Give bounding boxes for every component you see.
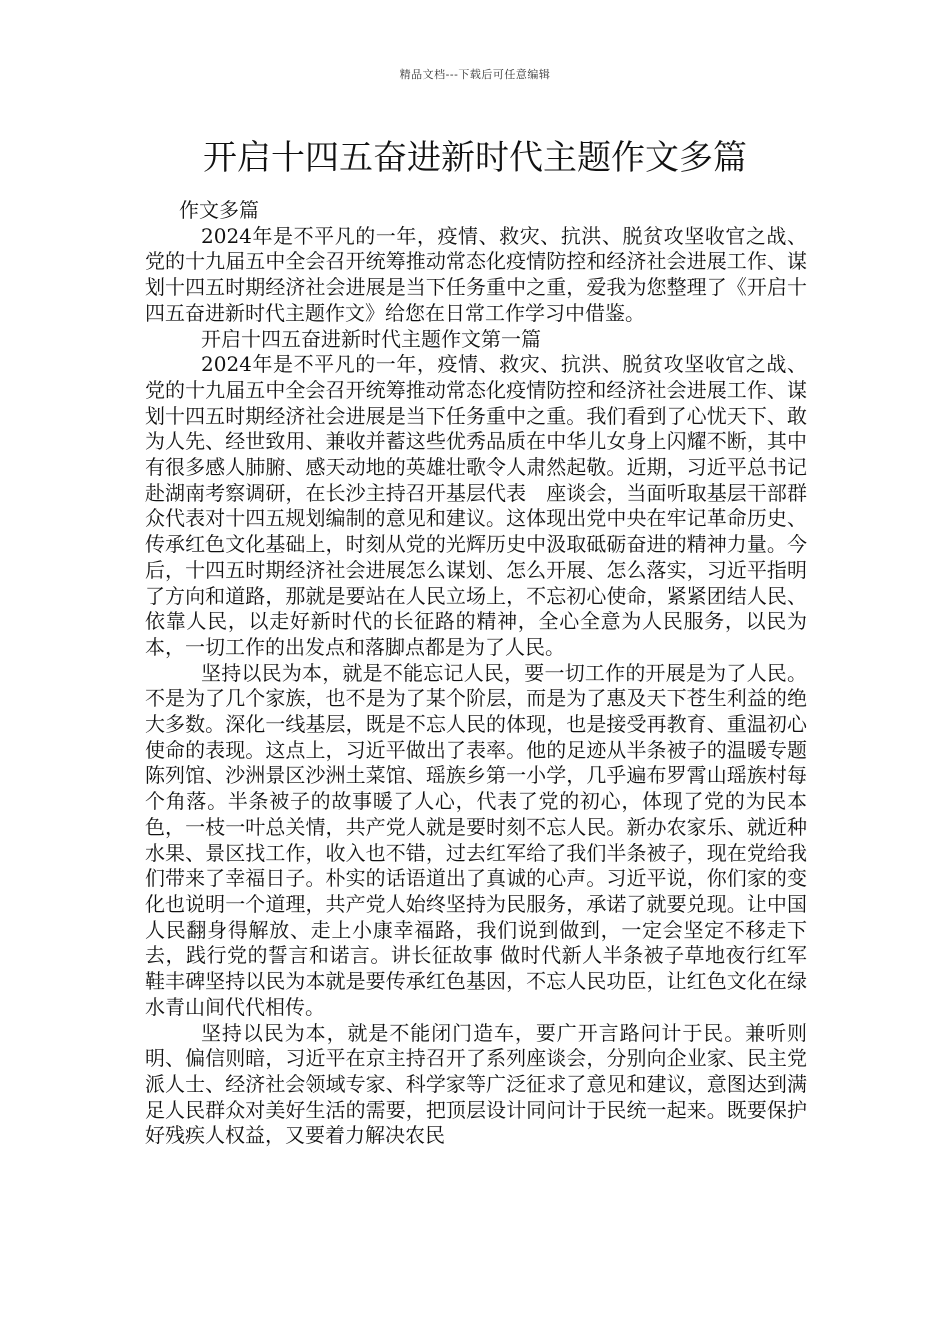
document-title: 开启十四五奋进新时代主题作文多篇 [203,138,747,178]
page-header-note: 精品文档---下载后可任意编辑 [399,68,551,81]
document-body [145,198,807,1149]
intro-paragraph: 2024年是不平凡的一年，疫情、救灾、抗洪、脱贫攻坚收官之战、党的十九届五中全会召开统筹推动常态化疫情防控和经济社会进展工作、谋划十四五时期经济社会进展是当下任务重中之重，爱我为您整理了《开启十四五奋进新时代主题作文》给您在日常工作学习中借鉴。 [145,223,807,325]
essay-heading: 开启十四五奋进新时代主题作文第一篇 [201,326,541,351]
body-paragraph: 2024年是不平凡的一年，疫情、救灾、抗洪、脱贫攻坚收官之战、党的十九届五中全会召开统筹推动常态化疫情防控和经济社会进展工作、谋划十四五时期经济社会进展是当下任务重中之重。我们看到了心忧天下、敢为人先、经世致用、兼收并蓄这些优秀品质在中华儿女身上闪耀不断，其中有很多感人肺腑、感天动地的英雄壮歌令人肃然起敬。近期，习近平总书记赴湖南考察调研，在长沙主持召开基层代表 座谈会，当面听取基层干部群众代表对十四五规划编制的意见和建议。这体现出党中央在牢记革命历史、传承红色文化基础上，时刻从党的光辉历史中汲取砥砺奋进的精神力量。今后，十四五时期经济社会进展怎么谋划、怎么开展、怎么落实，习近平指明了方向和道路，那就是要站在人民立场上，不忘初心使命，紧紧团结人民、依靠人民，以走好新时代的长征路的精神，全心全意为人民服务，以民为本，一切工作的出发点和落脚点都是为了人民。 [145,352,807,659]
body-paragraph: 坚持以民为本，就是不能忘记人民，要一切工作的开展是为了人民。不是为了几个家族，也不是为了某个阶层，而是为了惠及天下苍生利益的绝大多数。深化一线基层，既是不忘人民的体现，也是接受再教育、重温初心使命的表现。这点上，习近平做出了表率。他的足迹从半条被子的温暖专题陈列馆、沙洲景区沙洲土菜馆、瑶族乡第一小学，几乎遍布罗霄山瑶族村每个角落。半条被子的故事暖了人心，代表了党的初心，体现了党的为民本色，一枝一叶总关情，共产党人就是要时刻不忘人民。新办农家乐、就近种水果、景区找工作，收入也不错，过去红军给了我们半条被子，现在党给我们带来了幸福日子。朴实的话语道出了真诚的心声。习近平说，你们家的变化也说明一个道理，共产党人始终坚持为民服务，承诺了就要兑现。让中国人民翻身得解放、走上小康幸福路，我们说到做到，一定会坚定不移走下去，践行党的誓言和诺言。讲长征故事 做时代新人半条被子草地夜行红军鞋丰碑坚持以民为本就是要传承红色基因，不忘人民功臣，让红色文化在绿水青山间代代相传。 [145,660,807,1019]
section-subheading: 作文多篇 [179,198,259,222]
body-paragraph: 坚持以民为本，就是不能闭门造车，要广开言路问计于民。兼听则明、偏信则暗，习近平在京主持召开了系列座谈会，分别向企业家、民主党派人士、经济社会领域专家、科学家等广泛征求了意见和建议，意图达到满足人民群众对美好生活的需要，把顶层设计同问计于民统一起来。既要保护好残疾人权益，又要着力解决农民 [145,1020,807,1148]
